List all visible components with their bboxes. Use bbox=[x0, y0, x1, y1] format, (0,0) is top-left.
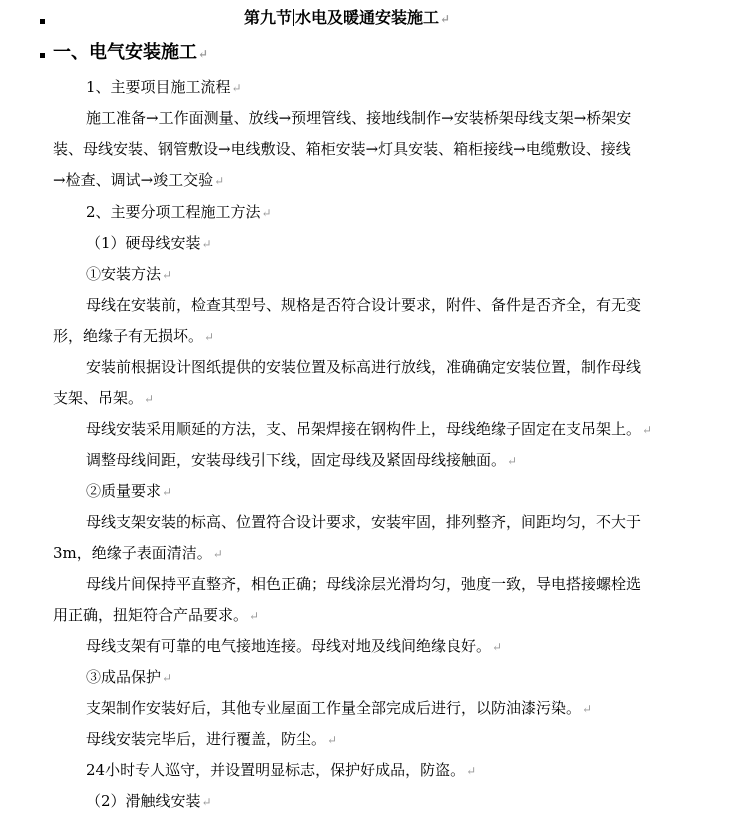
line-text: 用正确，扭矩符合产品要求。 bbox=[53, 606, 249, 624]
paragraph-mark-icon: ↵ bbox=[198, 47, 209, 61]
paragraph-mark-icon: ↵ bbox=[507, 454, 518, 468]
line-text: 母线片间保持平直整齐，相色正确；母线涂层光滑均匀，弛度一致，导电搭接螺栓选 bbox=[86, 575, 642, 593]
text-cursor bbox=[293, 9, 294, 26]
paragraph-mark-icon: ↵ bbox=[162, 485, 173, 499]
paragraph-mark-icon: ↵ bbox=[249, 609, 260, 623]
paragraph-mark-icon: ↵ bbox=[327, 733, 338, 747]
line-text: 母线支架安装的标高、位置符合设计要求，安装牢固，排列整齐，间距均匀，不大于 bbox=[86, 513, 642, 531]
line-text: （1）硬母线安装 bbox=[86, 234, 201, 252]
paragraph-mark-icon: ↵ bbox=[204, 330, 215, 344]
body-line bbox=[86, 668, 172, 686]
line-text: 施工准备→工作面测量、放线→预埋管线、接地线制作→安装桥架母线支架→桥架安 bbox=[86, 109, 632, 127]
paragraph-mark-icon: ↵ bbox=[212, 547, 223, 561]
body-line bbox=[53, 140, 631, 158]
paragraph-mark-icon: ↵ bbox=[642, 423, 653, 437]
line-text: ③成品保护 bbox=[86, 668, 162, 686]
body-line bbox=[86, 730, 337, 748]
line-text: 调整母线间距，安装母线引下线，固定母线及紧固母线接触面。 bbox=[86, 451, 507, 469]
paragraph-mark-icon: ↵ bbox=[214, 174, 225, 188]
paragraph-mark-icon: ↵ bbox=[261, 206, 272, 220]
paragraph-mark-icon: ↵ bbox=[144, 392, 155, 406]
paragraph-mark-icon: ↵ bbox=[162, 268, 173, 282]
line-text: ①安装方法 bbox=[86, 265, 162, 283]
chapter-heading-text: 一、电气安装施工 bbox=[53, 42, 197, 63]
body-line bbox=[86, 575, 641, 593]
line-text: 形，绝缘子有无损坏。 bbox=[53, 327, 204, 345]
body-line bbox=[86, 78, 242, 96]
line-text: 母线在安装前，检查其型号、规格是否符合设计要求，附件、备件是否齐全，有无变 bbox=[86, 296, 642, 314]
paragraph-mark-icon: ↵ bbox=[466, 764, 477, 778]
paragraph-mark-icon: ↵ bbox=[440, 12, 451, 26]
body-line bbox=[53, 544, 223, 562]
body-line bbox=[86, 699, 592, 717]
body-line bbox=[86, 109, 631, 127]
list-bullet bbox=[40, 53, 45, 58]
body-line bbox=[86, 513, 641, 531]
body-line bbox=[86, 203, 272, 221]
line-text: 支架、吊架。 bbox=[53, 389, 144, 407]
line-text: ②质量要求 bbox=[86, 482, 162, 500]
line-text: 母线安装采用顺延的方法，支、吊架焊接在钢构件上，母线绝缘子固定在支吊架上。 bbox=[86, 420, 642, 438]
line-text: 1、主要项目施工流程 bbox=[86, 78, 231, 96]
paragraph-mark-icon: ↵ bbox=[492, 640, 503, 654]
line-text: （2）滑触线安装 bbox=[86, 792, 201, 810]
paragraph-mark-icon: ↵ bbox=[582, 702, 593, 716]
body-line bbox=[86, 265, 172, 283]
title-part-1: 第九节 bbox=[244, 8, 293, 27]
body-line bbox=[86, 296, 641, 314]
chapter-heading bbox=[53, 42, 208, 65]
body-line bbox=[86, 234, 212, 252]
section-title bbox=[244, 8, 450, 29]
line-text: 安装前根据设计图纸提供的安装位置及标高进行放线，准确确定安装位置，制作母线 bbox=[86, 358, 642, 376]
body-line bbox=[53, 171, 224, 189]
line-text: 母线支架有可靠的电气接地连接。母线对地及线间绝缘良好。 bbox=[86, 637, 492, 655]
line-text: 装、母线安装、钢管敷设→电线敷设、箱柜安装→灯具安装、箱柜接线→电缆敷设、接线 bbox=[53, 140, 631, 158]
line-text: 3m，绝缘子表面清洁。 bbox=[53, 544, 212, 562]
body-line bbox=[86, 358, 641, 376]
body-line bbox=[53, 327, 214, 345]
paragraph-mark-icon: ↵ bbox=[231, 81, 242, 95]
body-line bbox=[86, 420, 652, 438]
title-part-2: 水电及暖通安装施工 bbox=[295, 8, 440, 27]
paragraph-mark-icon: ↵ bbox=[201, 237, 212, 251]
body-line bbox=[86, 637, 502, 655]
body-line bbox=[86, 792, 212, 810]
line-text: 母线安装完毕后，进行覆盖，防尘。 bbox=[86, 730, 327, 748]
list-bullet bbox=[40, 19, 45, 24]
line-text: 24小时专人巡守，并设置明显标志，保护好成品，防盗。 bbox=[86, 761, 466, 779]
line-text: 支架制作安装好后，其他专业屋面工作量全部完成后进行，以防油漆污染。 bbox=[86, 699, 582, 717]
line-text: 2、主要分项工程施工方法 bbox=[86, 203, 261, 221]
paragraph-mark-icon: ↵ bbox=[162, 671, 173, 685]
body-line bbox=[86, 451, 517, 469]
paragraph-mark-icon: ↵ bbox=[201, 795, 212, 809]
body-line bbox=[86, 482, 172, 500]
line-text: →检查、调试→竣工交验 bbox=[53, 171, 214, 189]
body-line bbox=[53, 389, 154, 407]
body-line bbox=[86, 761, 476, 779]
body-line bbox=[53, 606, 259, 624]
